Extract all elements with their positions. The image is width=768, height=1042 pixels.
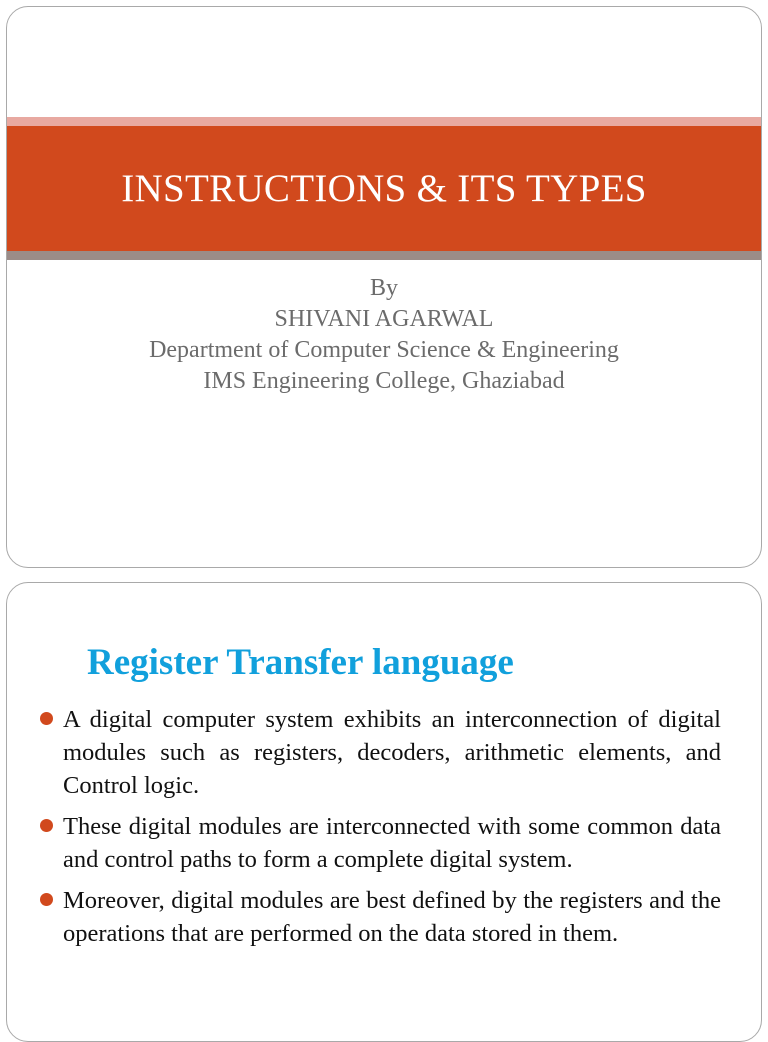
- bullet-item: [35, 884, 721, 950]
- subtitle-block: [7, 273, 761, 397]
- bullet-item: [35, 703, 721, 802]
- bullet-item: [35, 810, 721, 876]
- title-band: [7, 126, 761, 251]
- bullet-dot-icon: [40, 819, 53, 832]
- bullet-text: Moreover, digital modules are best defined by the registers and the operations that are performed on the data stored in them.: [63, 887, 721, 947]
- slide-heading: Register Transfer language: [87, 642, 514, 683]
- bullet-text: These digital modules are interconnected with some common data and control paths to form a complete digital system.: [63, 813, 721, 873]
- author-name: SHIVANI AGARWAL: [274, 306, 494, 332]
- bullet-dot-icon: [40, 712, 53, 725]
- by-label: By: [369, 275, 398, 301]
- bullet-list: [35, 703, 721, 958]
- bullet-dot-icon: [40, 893, 53, 906]
- slide-title: INSTRUCTIONS & ITS TYPES: [121, 167, 647, 210]
- department-name: Department of Computer Science & Engineering: [149, 337, 619, 363]
- title-band-top-stripe: [7, 117, 761, 126]
- content-slide: [6, 582, 762, 1042]
- college-name: IMS Engineering College, Ghaziabad: [203, 368, 565, 394]
- bullet-text: A digital computer system exhibits an interconnection of digital modules such as registers, decoders, arithmetic elements, and Control logic.: [63, 706, 721, 799]
- title-band-bottom-stripe: [7, 251, 761, 260]
- title-slide: [6, 6, 762, 568]
